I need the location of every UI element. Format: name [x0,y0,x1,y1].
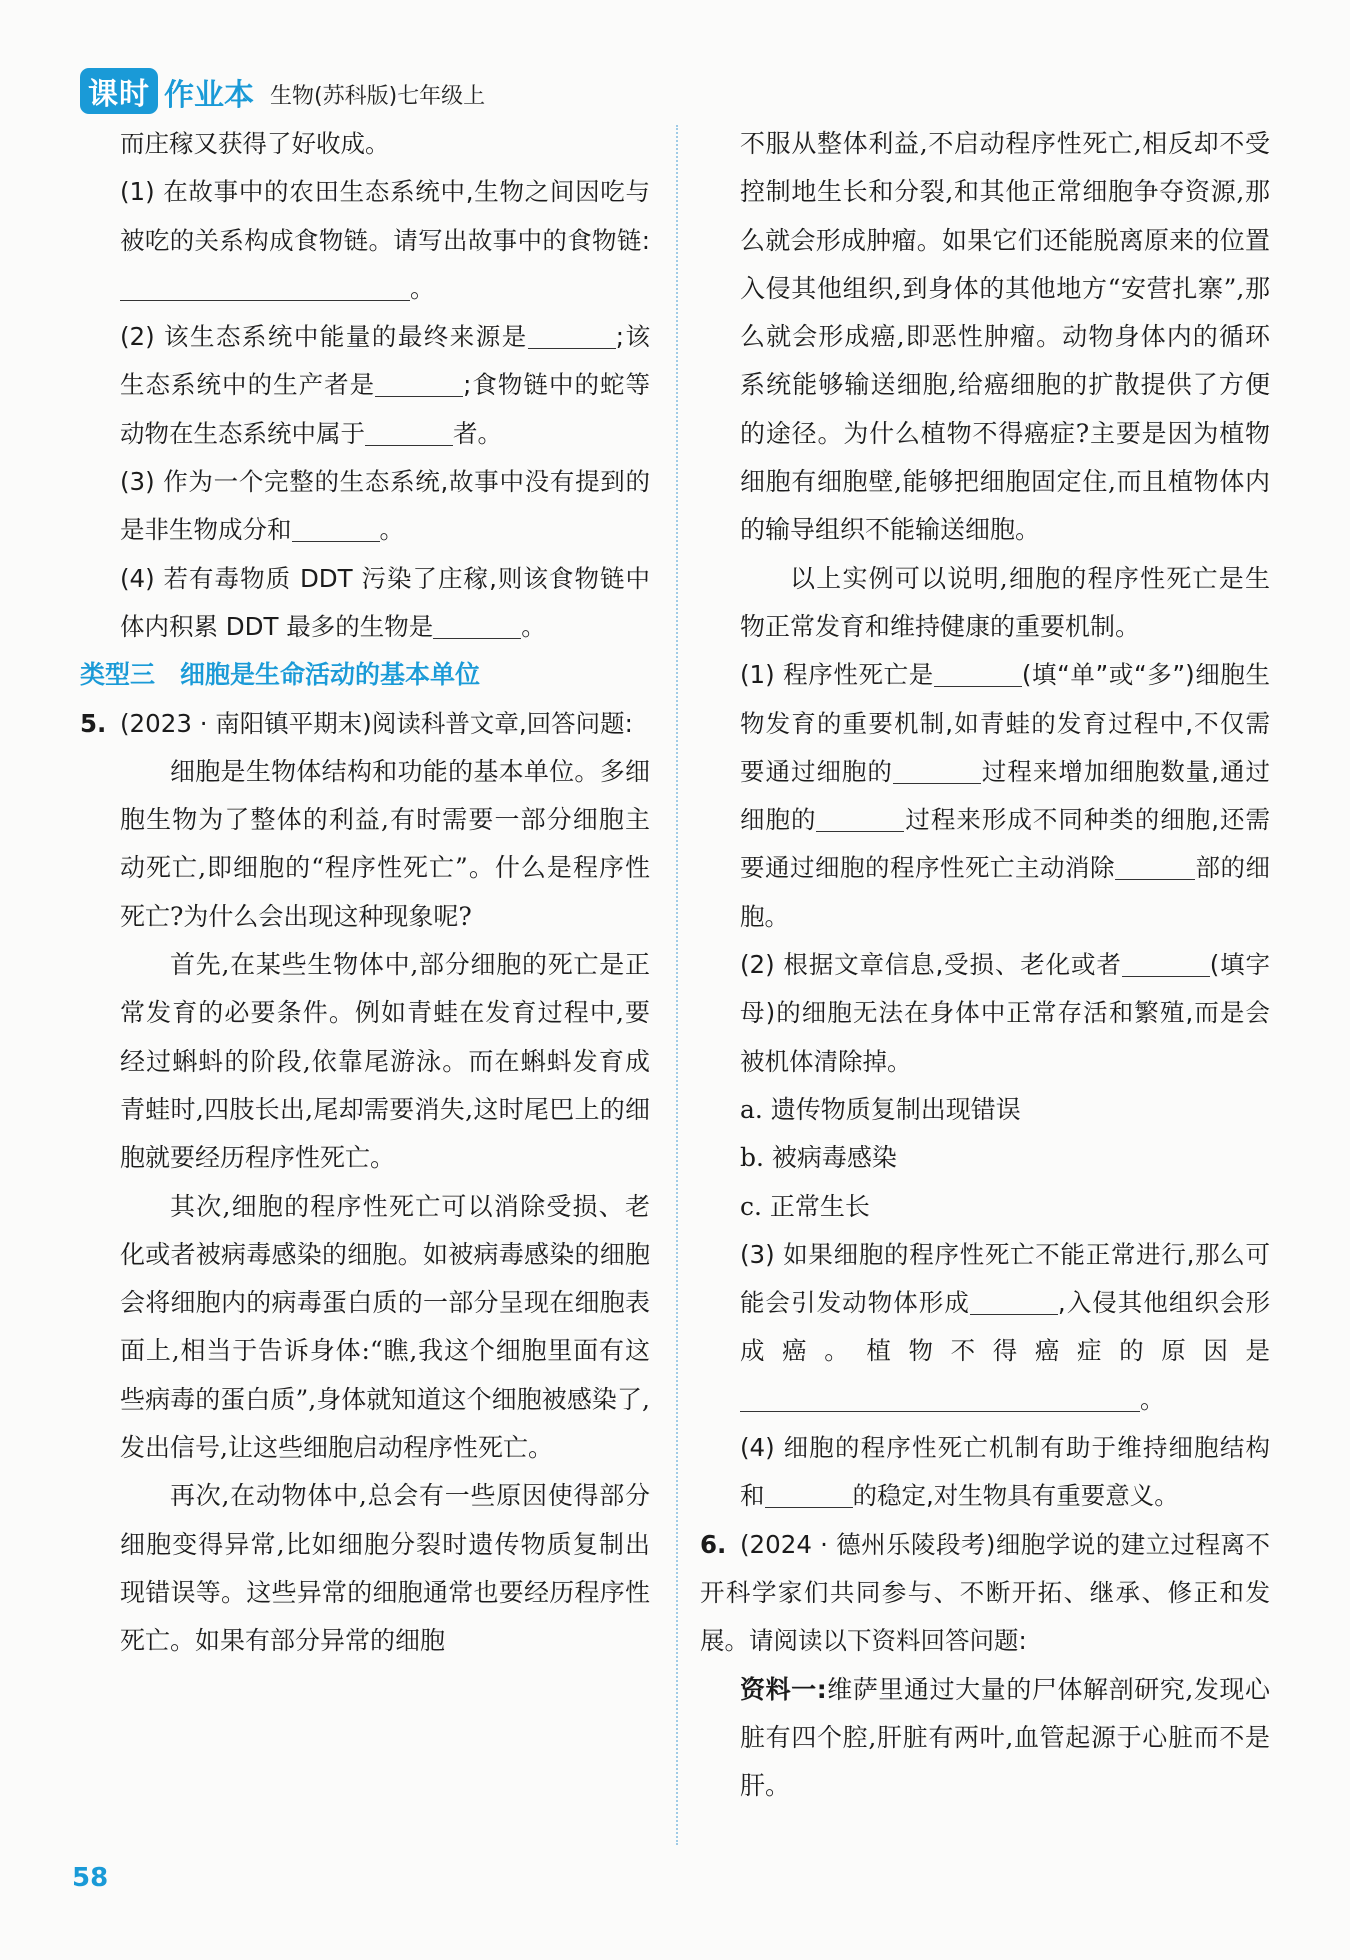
page-number: 58 [72,1863,109,1893]
material-one: 资料一:维萨里通过大量的尸体解剖研究,发现心脏有四个腔,肝脏有两叶,血管起源于心脏而不是肝。 [740,1674,1271,1801]
logo-badge: 课时 [80,68,158,114]
right-column [700,120,1271,1810]
question-4-1: (1) 在故事中的农田生态系统中,生物之间因吃与被吃的关系构成食物链。请写出故事中的食物链:。 [120,177,650,303]
answer-blank[interactable] [375,370,463,397]
question-number: 5. [80,708,107,738]
left-column [80,120,650,1666]
option-b: b. 被病毒感染 [740,1143,897,1173]
question-6-stem: 6. (2024 · 德州乐陵段考)细胞学说的建立过程离不开科学家们共同参与、不断开拓、继承、修正和发展。请阅读以下资料回答问题: [700,1521,1270,1666]
question-4-4: (4) 若有毒物质 DDT 污染了庄稼,则该食物链中体内积累 DDT 最多的生物是 。 [120,563,650,641]
paragraph: 而庄稼又获得了好收成。 [120,129,390,158]
subject-title: 生物(苏科版)七年级上 [270,84,486,109]
answer-blank[interactable] [292,515,380,542]
answer-blank[interactable] [365,419,453,446]
question-5-1: (1) 程序性死亡是 (填“单”或“多”)细胞生物发育的重要机制,如青蛙的发育过程中,不仅需要通过细胞的 过程来增加细胞数量,通过细胞的 过程来形成不同种类的细胞,还需要通过细胞的程序性死亡主动消除 部的细胞。 [740,660,1270,931]
question-number: 6. [700,1529,727,1559]
answer-blank[interactable] [893,757,981,784]
article-paragraph: 再次,在动物体中,总会有一些原因使得部分细胞变得异常,比如细胞分裂时遗传物质复制出现错误等。这些异常的细胞通常也要经历程序性死亡。如果有部分异常的细胞 [120,1481,650,1656]
logo-text: 作业本 [164,78,254,113]
answer-blank[interactable] [1122,950,1210,977]
section-heading: 类型三 细胞是生命活动的基本单位 [80,660,481,690]
question-5-4: (4) 细胞的程序性死亡机制有助于维持细胞结构和 的稳定,对生物具有重要意义。 [740,1433,1270,1511]
column-divider [676,125,678,1845]
material-label: 资料一: [740,1674,827,1704]
option-a: a. 遗传物质复制出现错误 [740,1094,1021,1124]
article-paragraph: 不服从整体利益,不启动程序性死亡,相反却不受控制地生长和分裂,和其他正常细胞争夺资源,那么就会形成肿瘤。如果它们还能脱离原来的位置入侵其他组织,到身体的其他地方“安营扎寨”,那么就会形成癌,即恶性肿瘤。动物身体内的循环系统能够输送细胞,给癌细胞的扩散提供了方便的途径。为什么植物不得癌症?主要是因为植物细胞有细胞壁,能够把细胞固定住,而且植物体内的输导组织不能输送细胞。 [740,129,1270,545]
article-paragraph: 其次,细胞的程序性死亡可以消除受损、老化或者被病毒感染的细胞。如被病毒感染的细胞会将细胞内的病毒蛋白质的一部分呈现在细胞表面上,相当于告诉身体:“瞧,我这个细胞里面有这些病毒的蛋白质”,身体就知道这个细胞被感染了,发出信号,让这些细胞启动程序性死亡。 [120,1191,650,1463]
answer-blank[interactable] [740,1385,1140,1412]
question-5-3: (3) 如果细胞的程序性死亡不能正常进行,那么可能会引发动物体形成 ,入侵其他组织会形成癌。植物不得癌症的原因是。 [740,1239,1270,1414]
question-5-2: (2) 根据文章信息,受损、老化或者 (填字母)的细胞无法在身体中正常存活和繁殖,而是会被机体清除掉。 [740,950,1271,1076]
answer-blank[interactable] [1115,853,1195,880]
answer-blank[interactable] [765,1481,853,1508]
page-header [80,68,485,114]
question-5-stem: 5. (2023 · 南阳镇平期末)阅读科普文章,回答问题: [80,700,650,748]
answer-blank[interactable] [934,660,1022,687]
article-paragraph: 以上实例可以说明,细胞的程序性死亡是生物正常发育和维持健康的重要机制。 [740,563,1270,641]
answer-blank[interactable] [433,612,521,639]
answer-blank[interactable] [816,805,904,832]
article-paragraph: 细胞是生物体结构和功能的基本单位。多细胞生物为了整体的利益,有时需要一部分细胞主动死亡,即细胞的“程序性死亡”。什么是程序性死亡?为什么会出现这种现象呢? [120,756,650,931]
answer-blank[interactable] [120,274,410,301]
article-paragraph: 首先,在某些生物体中,部分细胞的死亡是正常发育的必要条件。例如青蛙在发育过程中,要经过蝌蚪的阶段,依靠尾游泳。而在蝌蚪发育成青蛙时,四肢长出,尾却需要消失,这时尾巴上的细胞就要经历程序性死亡。 [120,950,650,1173]
option-c: c. 正常生长 [740,1191,870,1221]
answer-blank[interactable] [528,322,616,349]
question-4-2: (2) 该生态系统中能量的最终来源是 ;该生态系统中的生产者是 ;食物链中的蛇等动物在生态系统中属于 者。 [120,322,650,448]
answer-blank[interactable] [970,1288,1058,1315]
question-4-3: (3) 作为一个完整的生态系统,故事中没有提到的是非生物成分和 。 [120,467,650,545]
